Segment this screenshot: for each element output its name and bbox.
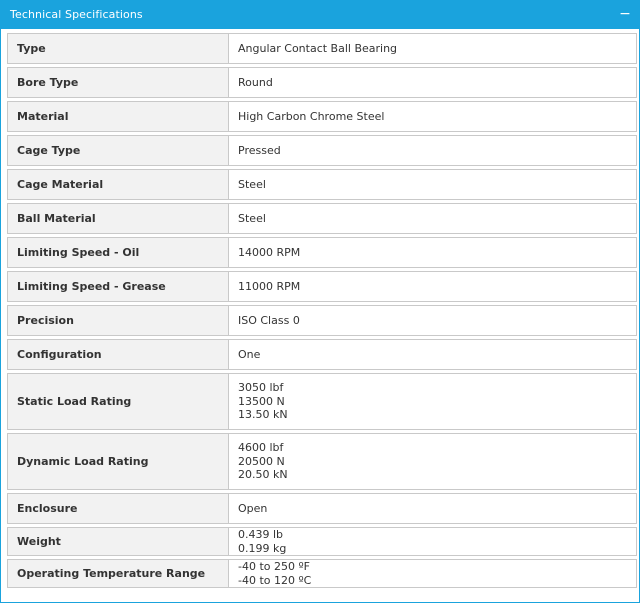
spec-label: Configuration	[7, 339, 228, 370]
spec-label: Precision	[7, 305, 228, 336]
spec-table-body	[7, 33, 637, 588]
spec-label: Cage Type	[7, 135, 228, 166]
spec-value	[228, 203, 637, 234]
spec-value-line: 13500 N	[238, 394, 285, 408]
spec-label: Weight	[7, 527, 228, 556]
panel-title: Technical Specifications	[10, 8, 143, 21]
spec-value	[228, 169, 637, 200]
spec-label: Limiting Speed - Oil	[7, 237, 228, 268]
spec-label: Ball Material	[7, 203, 228, 234]
spec-value-line: 20.50 kN	[238, 468, 288, 482]
spec-value	[228, 493, 637, 524]
spec-value-line: -40 to 120 ºC	[238, 573, 312, 587]
spec-value	[228, 373, 637, 430]
spec-value-line: Open	[238, 501, 268, 515]
spec-label: Limiting Speed - Grease	[7, 271, 228, 302]
spec-value	[228, 339, 637, 370]
spec-value	[228, 67, 637, 98]
spec-value-line: Steel	[238, 177, 266, 191]
spec-table	[7, 30, 637, 591]
spec-label: Cage Material	[7, 169, 228, 200]
spec-label: Material	[7, 101, 228, 132]
spec-label: Operating Temperature Range	[7, 559, 228, 588]
spec-row	[7, 559, 637, 588]
spec-value	[228, 305, 637, 336]
spec-value-line: 3050 lbf	[238, 381, 284, 395]
spec-row	[7, 493, 637, 524]
spec-value-line: Pressed	[238, 143, 281, 157]
spec-row	[7, 373, 637, 430]
spec-row	[7, 33, 637, 64]
spec-row	[7, 67, 637, 98]
spec-value-line: Round	[238, 75, 273, 89]
spec-value-line: ISO Class 0	[238, 313, 300, 327]
spec-label: Bore Type	[7, 67, 228, 98]
panel-header[interactable]	[1, 1, 639, 29]
spec-value-line: Angular Contact Ball Bearing	[238, 41, 398, 55]
spec-value	[228, 135, 637, 166]
spec-label: Static Load Rating	[7, 373, 228, 430]
spec-value-line: 0.439 lb	[238, 528, 284, 541]
spec-value	[228, 527, 637, 556]
spec-row	[7, 527, 637, 556]
spec-value	[228, 433, 637, 490]
spec-label: Dynamic Load Rating	[7, 433, 228, 490]
spec-value-line: 14000 RPM	[238, 245, 301, 259]
spec-value-line: One	[238, 347, 261, 361]
spec-value-line: -40 to 250 ºF	[238, 560, 311, 573]
spec-row	[7, 203, 637, 234]
spec-value-line: 0.199 kg	[238, 541, 287, 555]
spec-value	[228, 101, 637, 132]
spec-row	[7, 237, 637, 268]
spec-label: Enclosure	[7, 493, 228, 524]
spec-value	[228, 271, 637, 302]
spec-row	[7, 135, 637, 166]
spec-value-line: 4600 lbf	[238, 441, 284, 455]
spec-row	[7, 101, 637, 132]
spec-value-line: 13.50 kN	[238, 408, 288, 422]
spec-label: Type	[7, 33, 228, 64]
spec-value-line: High Carbon Chrome Steel	[238, 109, 385, 123]
spec-row	[7, 433, 637, 490]
spec-value-line: 20500 N	[238, 454, 285, 468]
spec-row	[7, 305, 637, 336]
spec-value-line: Steel	[238, 211, 266, 225]
spec-value	[228, 237, 637, 268]
spec-row	[7, 169, 637, 200]
minus-icon[interactable]: −	[619, 6, 631, 22]
spec-value	[228, 33, 637, 64]
spec-row	[7, 339, 637, 370]
spec-value	[228, 559, 637, 588]
spec-row	[7, 271, 637, 302]
spec-value-line: 11000 RPM	[238, 279, 301, 293]
